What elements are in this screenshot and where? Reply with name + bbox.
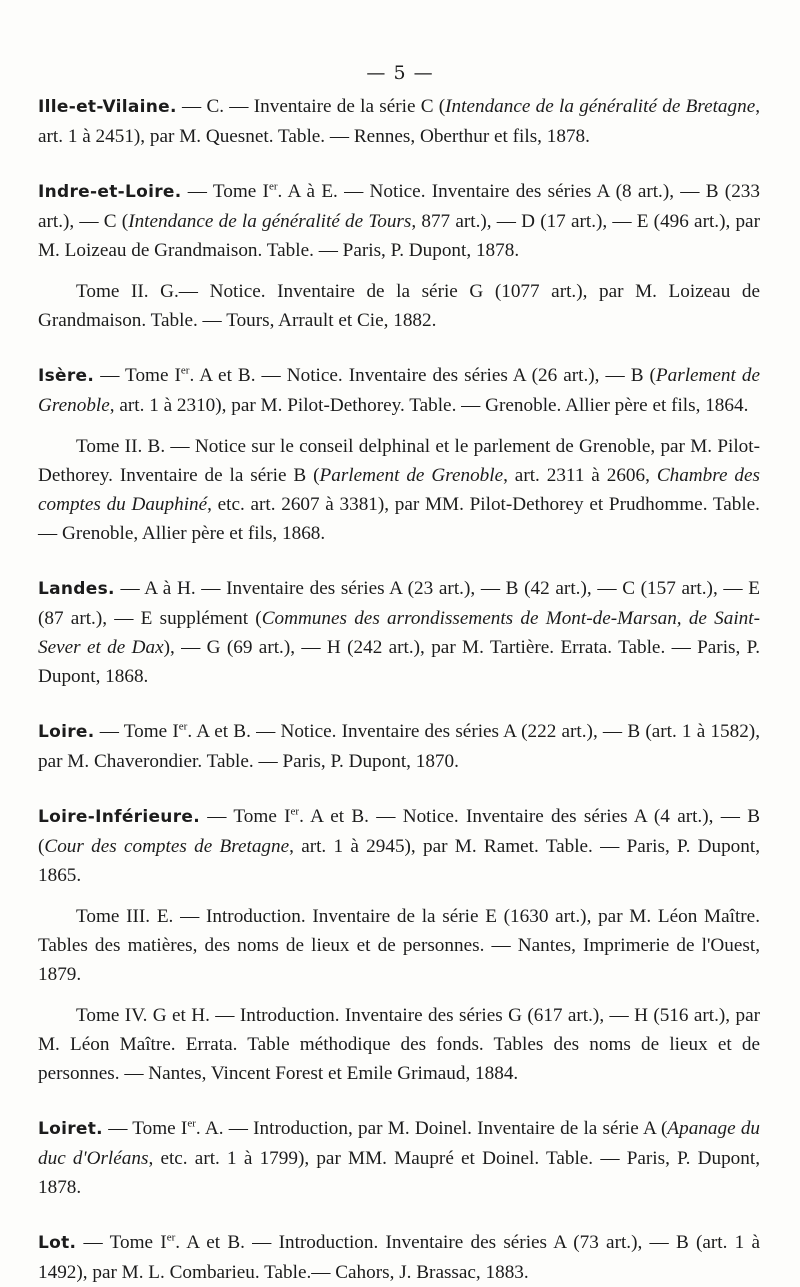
- inventory-list: [38, 92, 760, 1287]
- entry-text: . A et B. — Introduction. Inventaire des séries A (73 art.), — B (art. 1 à 1492), par M. L. Combarieu. Table.— Cahors, J. Brassac, 1883.: [38, 1232, 761, 1283]
- entry-text: , etc. art. 1 à 1799), par MM. Maupré et Doinel. Table. — Paris, P. Dupont, 1878.: [38, 1148, 760, 1198]
- entry-text: — Tome I: [83, 1232, 167, 1253]
- entry-text: — Tome I: [108, 1118, 188, 1139]
- entry-heading: Landes.: [38, 579, 115, 599]
- entry-text: ), — G (69 art.), — H (242 art.), par M. Tartière. Errata. Table. — Paris, P. Dupont, 1868.: [38, 637, 760, 687]
- entry-text: . A. — Introduction, par M. Doinel. Inventaire de la série A (: [195, 1118, 668, 1139]
- entry-text: , 877 art.), — D (17 art.), — E (496 art.), par M. Loizeau de Grandmaison. Table. — Paris, P. Dupont, 1878.: [38, 211, 760, 261]
- superscript: er: [178, 720, 188, 733]
- entry-text: Tome II. B. — Notice sur le conseil delphinal et le parlement de Grenoble, par M. Pilot-Dethorey. Inventaire de la série B (: [38, 436, 760, 486]
- entry-heading: Isère.: [38, 366, 95, 386]
- entry-indre-et-loire: [38, 177, 760, 265]
- entry-text: . A et B. — Notice. Inventaire des séries A (222 art.), — B (art. 1 à 1582), par M. Chaverondier. Table. — Paris, P. Dupont, 1870.: [38, 721, 760, 772]
- entry-loiret: [38, 1114, 760, 1202]
- entry-lot: [38, 1228, 760, 1287]
- entry-text: , etc. art. 2607 à 3381), par MM. Pilot-Dethorey et Prudhomme. Table. — Grenoble, Allier père et fils, 1868.: [38, 494, 760, 544]
- entry-title-italic: Apanage du duc d'Orléans: [38, 1118, 761, 1169]
- entry-loire-inferieure: [38, 802, 760, 890]
- entry-text: — A à H. — Inventaire des séries A (23 art.), — B (42 art.), — C (157 art.), — E (87 art.), — E supplément (: [38, 578, 761, 629]
- entry-text: , art. 1 à 2945), par M. Ramet. Table. — Paris, P. Dupont, 1865.: [38, 836, 760, 886]
- entry-text: — Tome I: [99, 721, 179, 742]
- superscript: er: [166, 1231, 176, 1244]
- entry-text: , art. 2311 à 2606,: [503, 465, 657, 486]
- entry-text: , art. 1 à 2310), par M. Pilot-Dethorey. Table. — Grenoble. Allier père et fils, 1864.: [109, 395, 749, 416]
- entry-title-italic: Cour des comptes de Bretagne: [44, 836, 290, 857]
- entry-heading: Loire-Inférieure.: [38, 807, 200, 827]
- entry-title-italic: Intendance de la généralité de Tours: [128, 211, 412, 232]
- entry-loire: [38, 717, 760, 776]
- entry-text: . A et B. — Notice. Inventaire des séries A (26 art.), — B (: [189, 365, 656, 386]
- entry-text: — C. — Inventaire de la série C (: [182, 96, 446, 117]
- entry-title-italic: Communes des arrondissements de Mont-de-Marsan, de Saint-Sever et de Dax: [38, 608, 761, 658]
- entry-title-italic: Parlement de Grenoble: [38, 365, 760, 416]
- superscript: er: [180, 364, 190, 377]
- entry-heading: Indre-et-Loire.: [38, 182, 182, 202]
- entry-ille-et-vilaine: [38, 92, 760, 151]
- entry-title-italic: Intendance de la généralité de Bretagne: [445, 96, 756, 117]
- entry-isere: [38, 361, 760, 420]
- entry-heading: Ille-et-Vilaine.: [38, 97, 177, 117]
- superscript: er: [268, 180, 278, 193]
- page-number: — 5 —: [366, 62, 434, 84]
- entry-title-italic: Chambre des comptes du Dauphiné: [38, 465, 760, 515]
- entry-subparagraph: Tome IV. G et H. — Introduction. Inventaire des séries G (617 art.), — H (516 art.), par M. Léon Maître. Errata. Table méthodique des fonds. Tables des noms de lieux et de personnes. — Nantes, Vincent Forest et Emile Grimaud, 1884.: [38, 1005, 760, 1084]
- entry-heading: Loiret.: [38, 1119, 103, 1139]
- entry-text: — Tome I: [100, 365, 181, 386]
- entry-text: — Tome I: [207, 806, 291, 827]
- entry-subparagraph: Tome III. E. — Introduction. Inventaire de la série E (1630 art.), par M. Léon Maître. Tables des matières, des noms de lieux et de personnes. — Nantes, Imprimerie de l'Ouest, 1879.: [38, 906, 760, 985]
- entry-subparagraph: [38, 432, 760, 548]
- entry-text: , art. 1 à 2451), par M. Quesnet. Table. — Rennes, Oberthur et fils, 1878.: [38, 96, 761, 147]
- entry-text: — Tome I: [187, 181, 269, 202]
- entry-heading: Loire.: [38, 722, 95, 742]
- entry-landes: [38, 574, 760, 691]
- superscript: er: [187, 1117, 196, 1130]
- superscript: er: [290, 805, 300, 818]
- entry-text: . A à E. — Notice. Inventaire des séries A (8 art.), — B (233 art.), — C (: [38, 181, 760, 232]
- entry-text: . A et B. — Notice. Inventaire des séries A (4 art.), — B (: [38, 806, 760, 857]
- entry-heading: Lot.: [38, 1233, 77, 1253]
- entry-title-italic: Parlement de Grenoble: [319, 465, 504, 486]
- entry-subparagraph: Tome II. G.— Notice. Inventaire de la série G (1077 art.), par M. Loizeau de Grandmaison. Table. — Tours, Arrault et Cie, 1882.: [38, 281, 760, 331]
